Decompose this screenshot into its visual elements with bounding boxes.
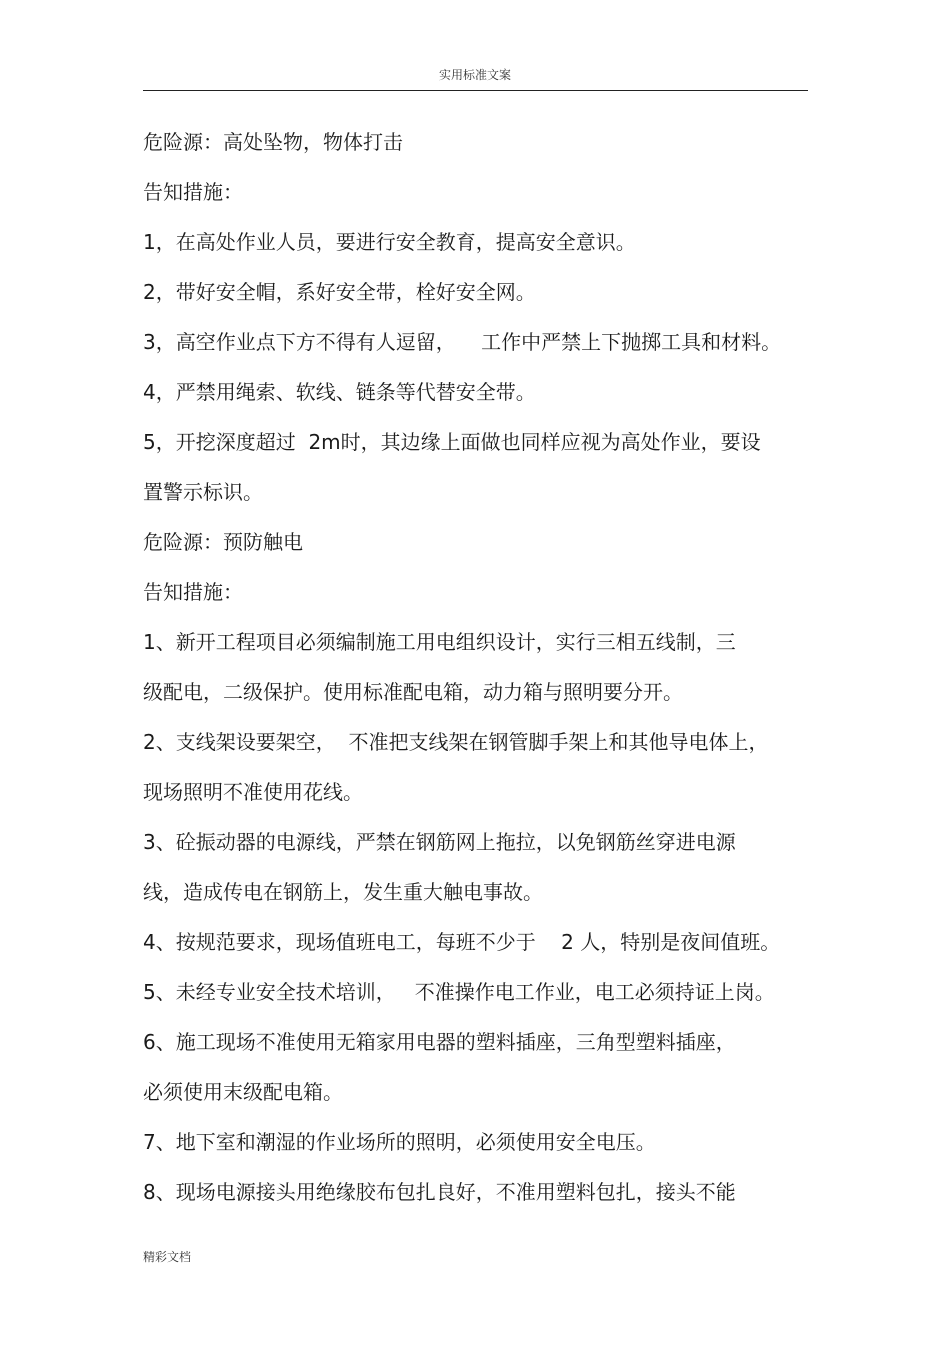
text-line: 4、按规范要求，现场值班电工，每班不少于 2 人，特别是夜间值班。 bbox=[143, 930, 781, 954]
header-divider bbox=[143, 90, 808, 91]
text-line: 8、现场电源接头用绝缘胶布包扎良好，不准用塑料包扎，接头不能 bbox=[143, 1180, 736, 1204]
text-line: 3，高空作业点下方不得有人逗留， 工作中严禁上下抛掷工具和材料。 bbox=[143, 330, 782, 354]
text-line: 3、砼振动器的电源线，严禁在钢筋网上拖拉，以免钢筋丝穿进电源 bbox=[143, 830, 736, 854]
measures-heading: 告知措施： bbox=[143, 180, 243, 204]
text-line: 2、支线架设要架空， 不准把支线架在钢管脚手架上和其他导电体上， bbox=[143, 730, 769, 754]
text-line: 6、施工现场不准使用无箱家用电器的塑料插座，三角型塑料插座， bbox=[143, 1030, 736, 1054]
page-footer: 精彩文档 bbox=[143, 1250, 192, 1264]
hazard-heading: 危险源：预防触电 bbox=[143, 530, 303, 554]
text-line: 线，造成传电在钢筋上，发生重大触电事故。 bbox=[143, 880, 543, 904]
text-line: 级配电，二级保护。使用标准配电箱，动力箱与照明要分开。 bbox=[143, 680, 683, 704]
measures-heading: 告知措施： bbox=[143, 580, 243, 604]
hazard-heading: 危险源：高处坠物，物体打击 bbox=[143, 130, 403, 154]
text-line: 4，严禁用绳索、软线、链条等代替安全带。 bbox=[143, 380, 536, 404]
text-line: 5，开挖深度超过 2m时，其边缘上面做也同样应视为高处作业，要设 bbox=[143, 430, 761, 454]
text-line: 必须使用末级配电箱。 bbox=[143, 1080, 343, 1104]
text-line: 现场照明不准使用花线。 bbox=[143, 780, 363, 804]
text-line: 5、未经专业安全技术培训， 不准操作电工作业，电工必须持证上岗。 bbox=[143, 980, 775, 1004]
text-line: 2，带好安全帽，系好安全带，栓好安全网。 bbox=[143, 280, 536, 304]
text-line: 7、地下室和潮湿的作业场所的照明，必须使用安全电压。 bbox=[143, 1130, 656, 1154]
text-line: 1、新开工程项目必须编制施工用电组织设计，实行三相五线制，三 bbox=[143, 630, 736, 654]
text-line: 1，在高处作业人员，要进行安全教育，提高安全意识。 bbox=[143, 230, 636, 254]
page-header: 实用标准文案 bbox=[438, 68, 511, 82]
text-line: 置警示标识。 bbox=[143, 480, 263, 504]
